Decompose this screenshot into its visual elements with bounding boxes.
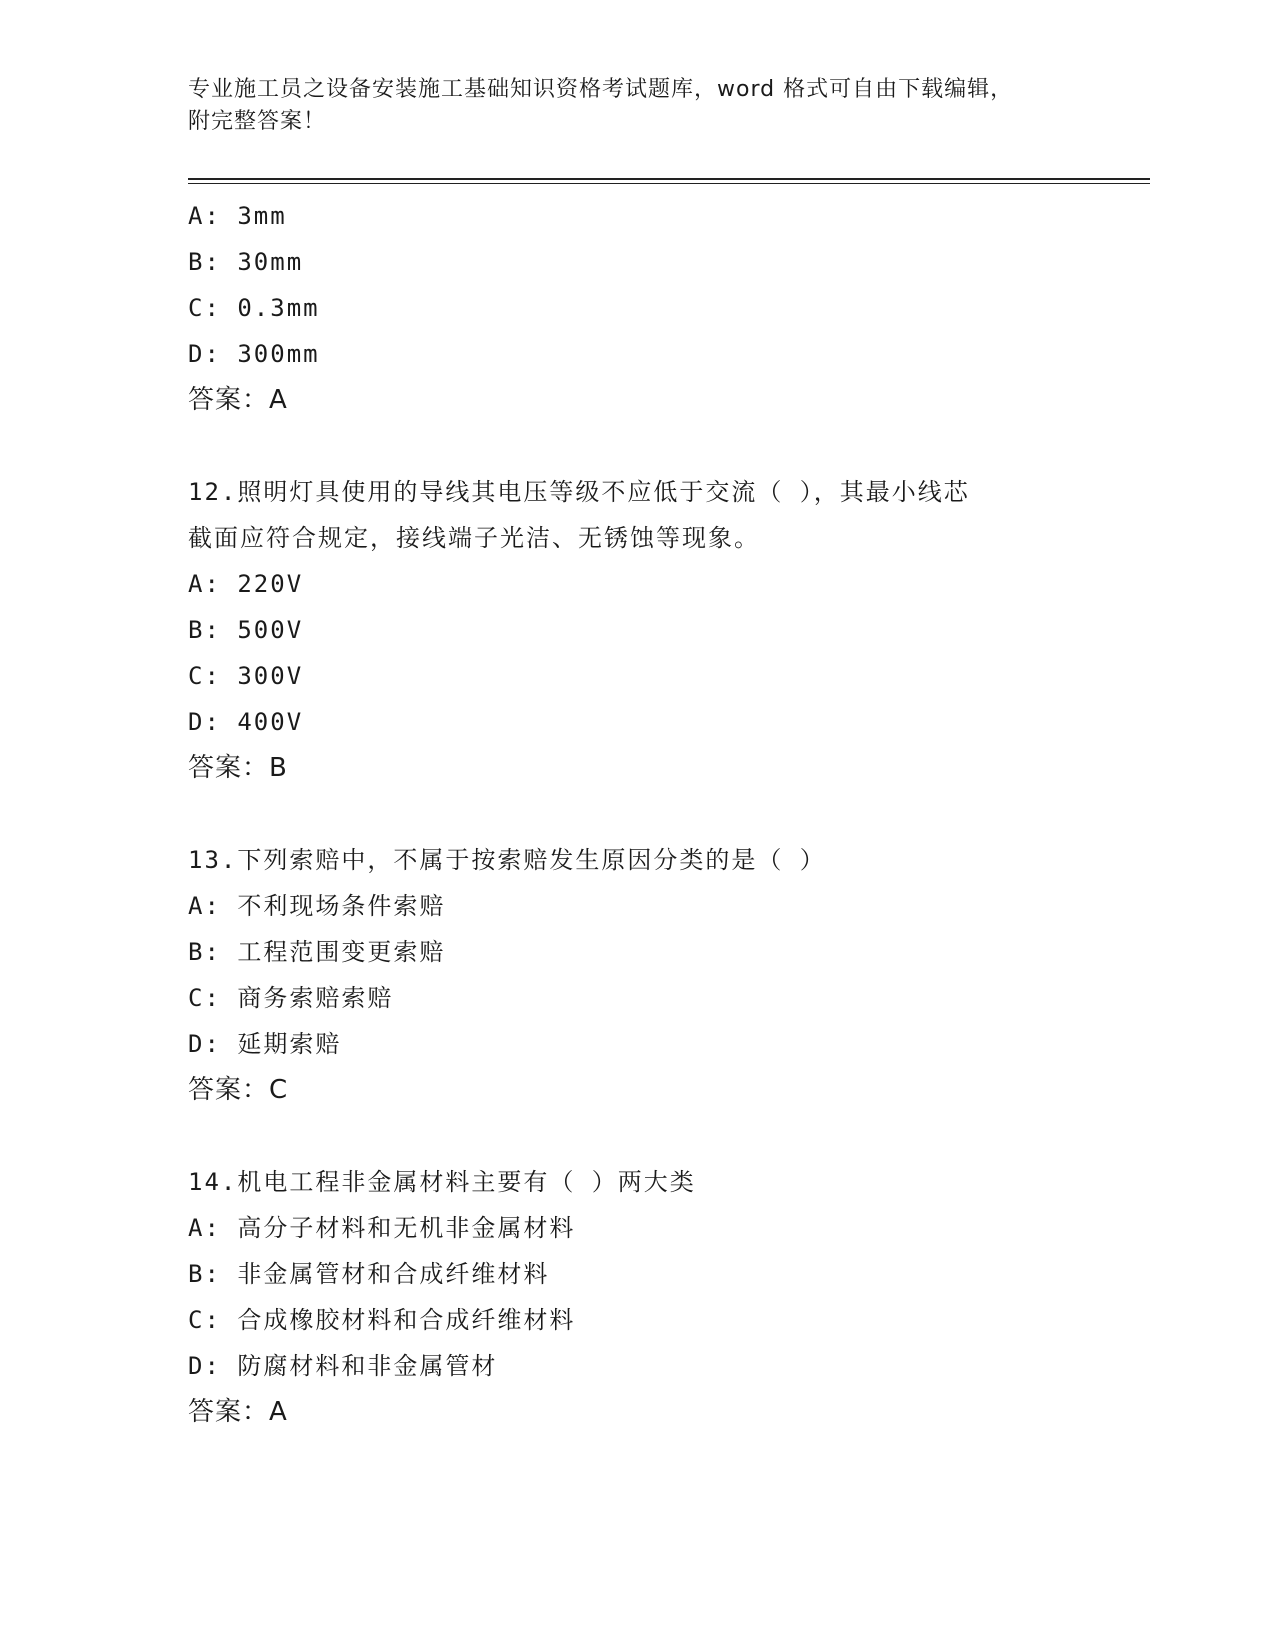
option-a: A: 高分子材料和无机非金属材料 bbox=[188, 1214, 576, 1242]
option-b: B: 非金属管材和合成纤维材料 bbox=[188, 1260, 550, 1288]
question-14 bbox=[188, 1159, 1088, 1435]
question-12 bbox=[188, 469, 1088, 791]
question-list bbox=[188, 193, 1088, 1435]
header-line-1: 专业施工员之设备安装施工基础知识资格考试题库，word 格式可自由下载编辑， bbox=[188, 77, 1014, 102]
document-header bbox=[188, 74, 1068, 138]
question-text-line-1: 14.机电工程非金属材料主要有（ ）两大类 bbox=[188, 1168, 696, 1196]
option-b: B: 工程范围变更索赔 bbox=[188, 938, 446, 966]
option-b: B: 30mm bbox=[188, 248, 304, 276]
answer: 答案：A bbox=[188, 1397, 288, 1427]
option-a: A: 不利现场条件索赔 bbox=[188, 892, 446, 920]
question-text-line-2: 截面应符合规定，接线端子光洁、无锈蚀等现象。 bbox=[188, 524, 760, 552]
option-c: C: 合成橡胶材料和合成纤维材料 bbox=[188, 1306, 576, 1334]
header-divider-thin bbox=[188, 183, 1150, 184]
option-c: C: 商务索赔索赔 bbox=[188, 984, 394, 1012]
question-text-line-1: 13.下列索赔中，不属于按索赔发生原因分类的是（ ） bbox=[188, 846, 826, 874]
option-d: D: 防腐材料和非金属管材 bbox=[188, 1352, 498, 1380]
option-c: C: 300V bbox=[188, 662, 304, 690]
option-d: D: 300mm bbox=[188, 340, 320, 368]
answer: 答案：C bbox=[188, 1075, 289, 1105]
question-11-tail bbox=[188, 193, 1088, 423]
question-13 bbox=[188, 837, 1088, 1113]
question-text-line-1: 12.照明灯具使用的导线其电压等级不应低于交流（ ），其最小线芯 bbox=[188, 478, 970, 506]
header-divider-thick bbox=[188, 178, 1150, 180]
header-line-2: 附完整答案！ bbox=[188, 109, 327, 134]
option-d: D: 400V bbox=[188, 708, 304, 736]
option-c: C: 0.3mm bbox=[188, 294, 320, 322]
option-a: A: 220V bbox=[188, 570, 304, 598]
option-a: A: 3mm bbox=[188, 202, 287, 230]
option-d: D: 延期索赔 bbox=[188, 1030, 342, 1058]
answer: 答案：A bbox=[188, 385, 288, 415]
answer: 答案：B bbox=[188, 753, 288, 783]
option-b: B: 500V bbox=[188, 616, 304, 644]
